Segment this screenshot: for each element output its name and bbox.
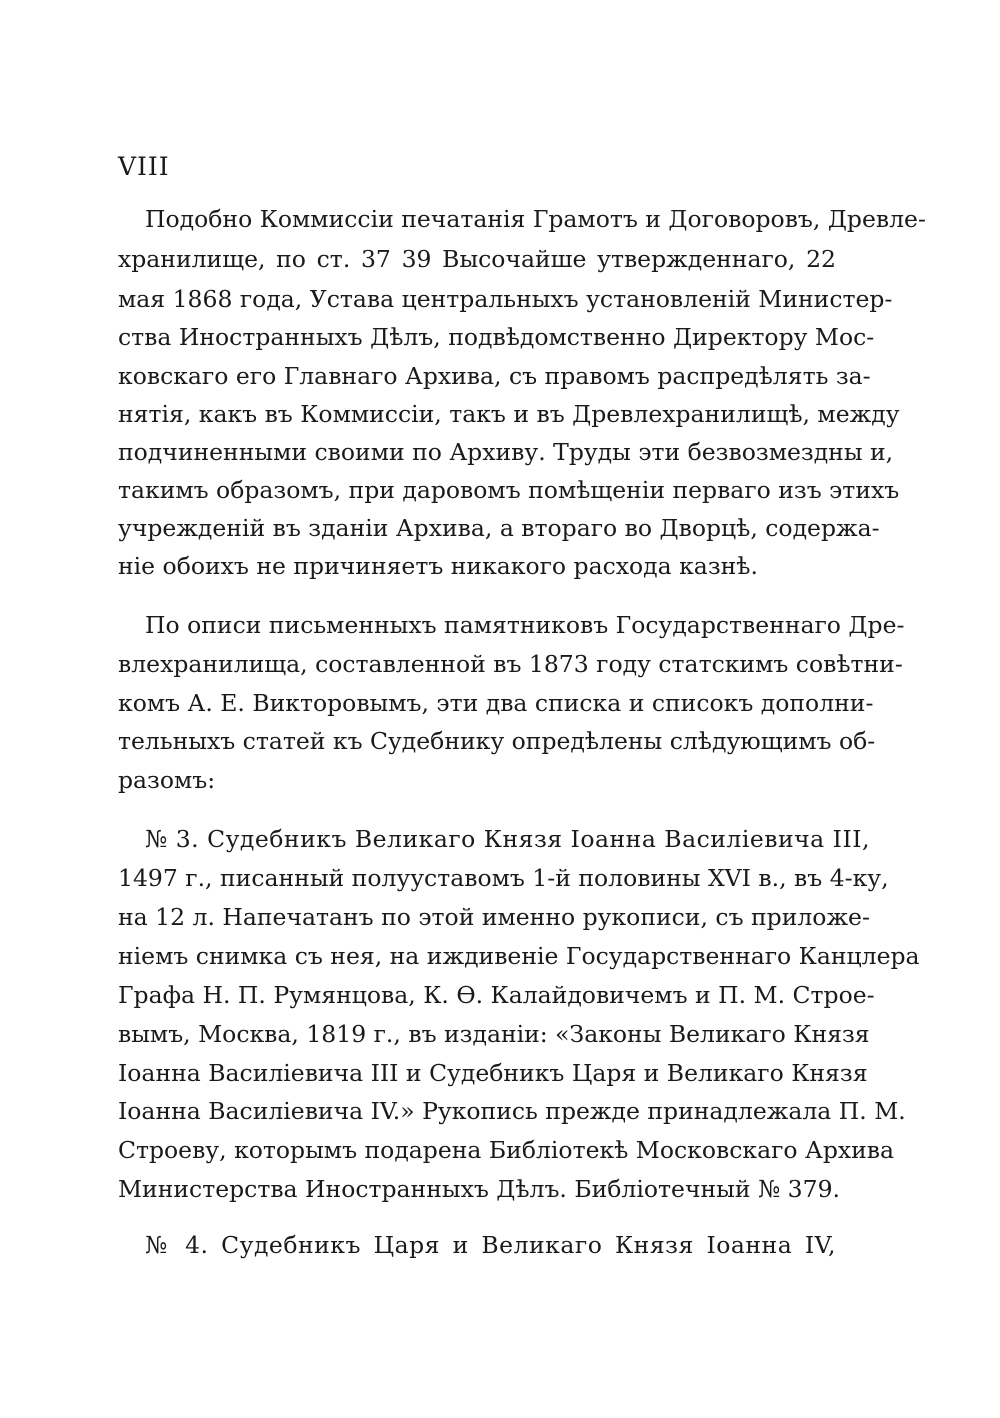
paragraph-1-line-7: подчиненными своими по Архиву. Труды эти безвозмездны и, bbox=[118, 438, 894, 466]
paragraph-3-line-4: ніемъ снимка съ нея, на иждивеніе Государственнаго Канцлера bbox=[118, 942, 920, 970]
paragraph-1-line-1: Подобно Коммиссіи печатанія Грамотъ и Договоровъ, Древле- bbox=[145, 205, 926, 233]
paragraph-3-line-2: 1497 г., писанный полууставомъ 1-й половины XVI в., въ 4-ку, bbox=[118, 864, 889, 892]
paragraph-3-line-5: Графа Н. П. Румянцова, К. Ѳ. Калайдовичемъ и П. М. Строе- bbox=[118, 981, 875, 1009]
paragraph-2-line-2: влехранилища, составленной въ 1873 году статскимъ совѣтни- bbox=[118, 650, 903, 678]
paragraph-2-line-3: комъ А. Е. Викторовымъ, эти два списка и списокъ дополни- bbox=[118, 689, 874, 717]
paragraph-1-line-6: нятія, какъ въ Коммиссіи, такъ и въ Древлехранилищѣ, между bbox=[118, 400, 900, 428]
paragraph-3-line-10: Министерства Иностранныхъ Дѣлъ. Библіотечный № 379. bbox=[118, 1175, 841, 1203]
paragraph-1-line-10: ніе обоихъ не причиняетъ никакого расхода казнѣ. bbox=[118, 552, 758, 580]
paragraph-3-line-8: Іоанна Василіевича IV.» Рукопись прежде принадлежала П. М. bbox=[118, 1097, 906, 1125]
paragraph-1-line-8: такимъ образомъ, при даровомъ помѣщеніи перваго изъ этихъ bbox=[118, 476, 900, 504]
paragraph-1-line-4: ства Иностранныхъ Дѣлъ, подвѣдомственно Директору Мос- bbox=[118, 323, 875, 351]
paragraph-4-line-1: № 4. Судебникъ Царя и Великаго Князя Іоанна IV, bbox=[145, 1231, 836, 1259]
paragraph-3-line-9: Строеву, которымъ подарена Библіотекѣ Московскаго Архива bbox=[118, 1136, 895, 1164]
paragraph-3-line-6: вымъ, Москва, 1819 г., въ изданіи: «Законы Великаго Князя bbox=[118, 1020, 870, 1048]
paragraph-3-line-7: Іоанна Василіевича III и Судебникъ Царя и Великаго Князя bbox=[118, 1059, 868, 1087]
paragraph-3-line-3: на 12 л. Напечатанъ по этой именно рукописи, съ приложе- bbox=[118, 903, 870, 931]
paragraph-1-line-3: мая 1868 года, Устава центральныхъ установленій Министер- bbox=[118, 285, 893, 313]
paragraph-1-line-5: ковскаго его Главнаго Архива, съ правомъ распредѣлять за- bbox=[118, 362, 871, 390]
paragraph-3-line-1: № 3. Судебникъ Великаго Князя Іоанна Василіевича III, bbox=[145, 825, 870, 853]
paragraph-1-line-2: хранилище, по ст. 37 39 Высочайше утвержденнаго, 22 bbox=[118, 245, 836, 273]
page-number: VIII bbox=[118, 152, 170, 181]
paragraph-2-line-5: разомъ: bbox=[118, 766, 216, 794]
paragraph-1-line-9: учрежденій въ зданіи Архива, а втораго во Дворцѣ, содержа- bbox=[118, 514, 880, 542]
paragraph-2-line-1: По описи письменныхъ памятниковъ Государственнаго Дре- bbox=[145, 611, 905, 639]
paragraph-2-line-4: тельныхъ статей къ Судебнику опредѣлены слѣдующимъ об- bbox=[118, 727, 876, 755]
